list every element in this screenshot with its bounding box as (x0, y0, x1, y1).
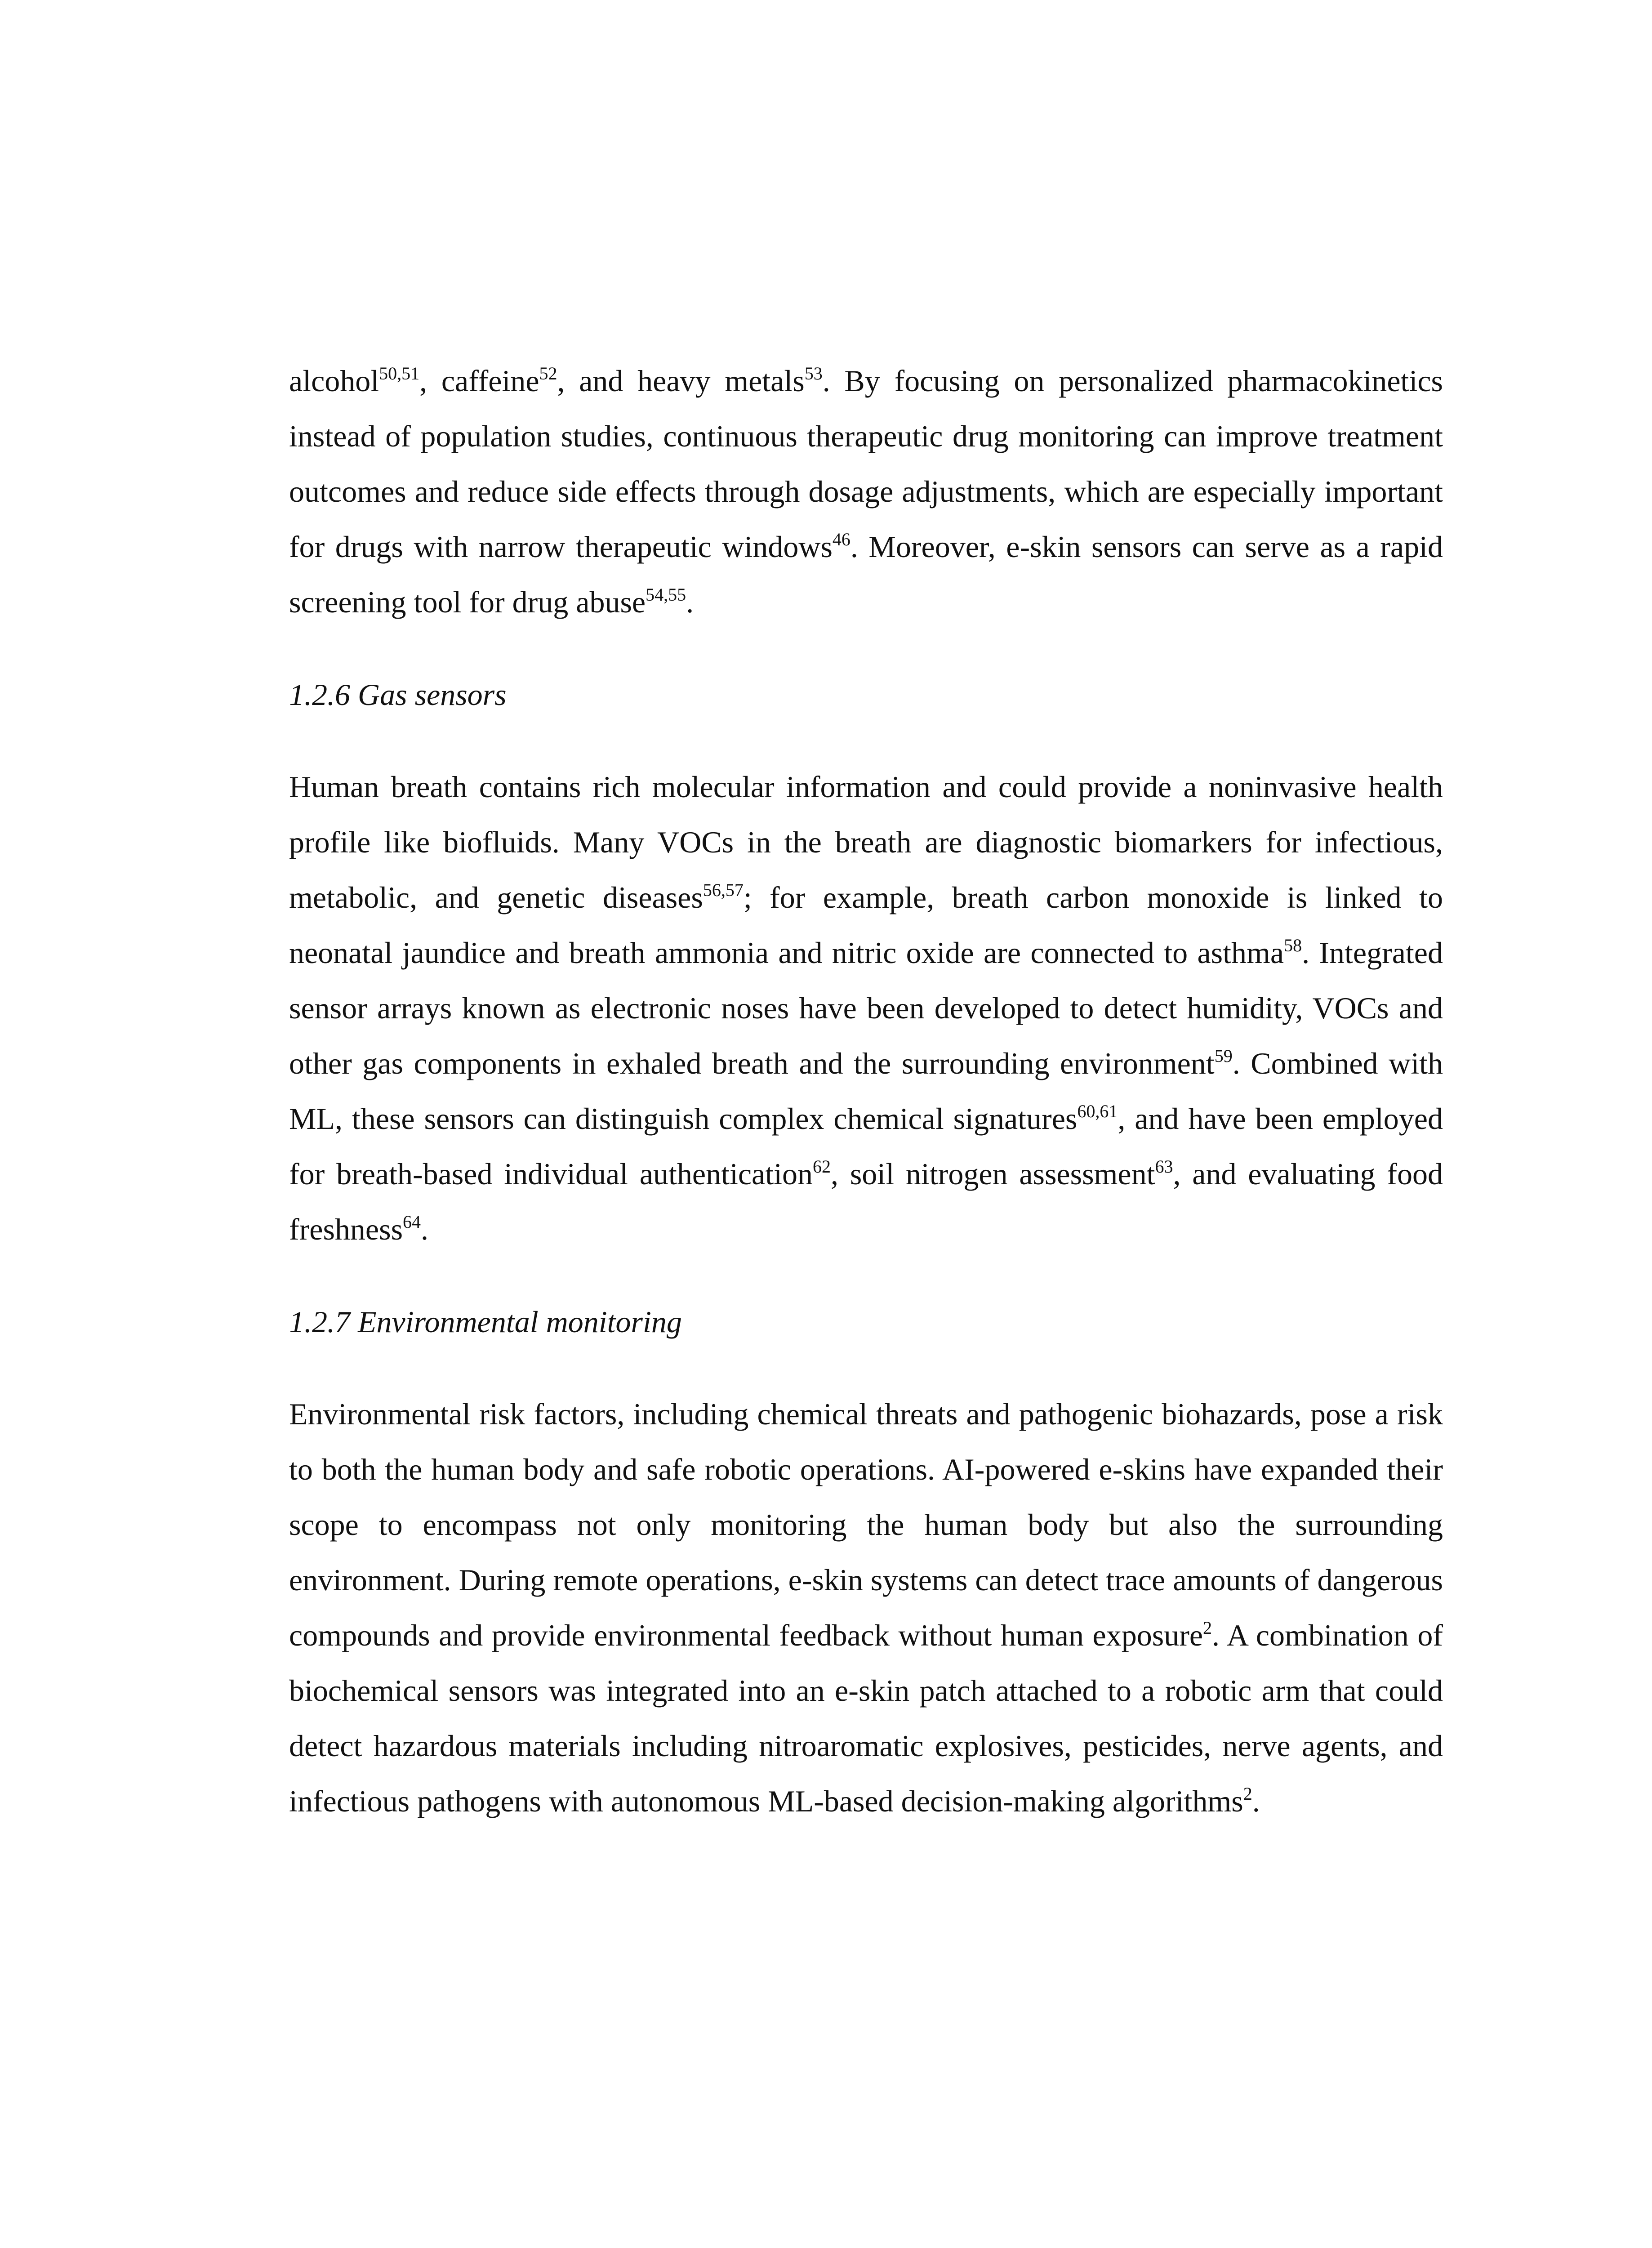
spacer (289, 630, 1443, 667)
citation-superscript: 2 (1243, 1784, 1252, 1804)
environmental-monitoring-paragraph (289, 1387, 1443, 1829)
citation-superscript: 53 (804, 363, 823, 384)
text-run: . By focusing on personalized pharmacokinetics instead of population studies, continuous therapeutic drug monitoring can improve treatment outcomes and reduce side effects through dosage adjustments, which are especially important for drugs with narrow therapeutic windows (289, 364, 1443, 564)
text-run: Environmental risk factors, including chemical threats and pathogenic biohazards, pose a risk to both the human body and safe robotic operations. AI-powered e-skins have expanded their scope to encompass not only monitoring the human body but also the surrounding environment. During remote operations, e-skin systems can detect trace amounts of dangerous compounds and provide environmental feedback without human exposure (289, 1397, 1443, 1652)
citation-superscript: 60,61 (1077, 1101, 1118, 1122)
citation-superscript: 2 (1203, 1618, 1212, 1638)
spacer (289, 723, 1443, 759)
gas-sensors-paragraph (289, 759, 1443, 1257)
spacer (289, 1350, 1443, 1387)
citation-superscript: 56,57 (703, 880, 744, 901)
citation-superscript: 46 (832, 529, 850, 550)
spacer (289, 1257, 1443, 1294)
text-run: . (686, 585, 694, 619)
text-run: , and evaluating food freshness (289, 1157, 1443, 1246)
text-run: . Integrated sensor arrays known as electronic noses have been developed to detect humidity, VOCs and other gas components in exhaled breath and the surrounding environment (289, 936, 1443, 1080)
text-run: . Combined with ML, these sensors can distinguish complex chemical signatures (289, 1046, 1443, 1136)
text-run: ; for example, breath carbon monoxide is linked to neonatal jaundice and breath ammonia and nitric oxide are connected to asthma (289, 880, 1443, 970)
citation-superscript: 58 (1284, 935, 1302, 956)
text-run: . A combination of biochemical sensors was integrated into an e-skin patch attached to a robotic arm that could detect hazardous materials including nitroaromatic explosives, pesticides, nerve agents, and infectious pathogens with autonomous ML-based decision-making algorithms (289, 1618, 1443, 1818)
text-run: , soil nitrogen assessment (831, 1157, 1155, 1191)
text-run: . (1252, 1784, 1260, 1818)
citation-superscript: 50,51 (379, 363, 420, 384)
text-run: , caffeine (419, 364, 539, 398)
text-run: , and heavy metals (557, 364, 805, 398)
text-run: alcohol (289, 364, 379, 398)
citation-superscript: 63 (1155, 1156, 1173, 1177)
text-run: Human breath contains rich molecular information and could provide a noninvasive health profile like biofluids. Many VOCs in the breath are diagnostic biomarkers for infectious, metabolic, and genetic diseases (289, 770, 1443, 914)
text-run: . Moreover, e-skin sensors can serve as a rapid screening tool for drug abuse (289, 530, 1443, 619)
section-heading-environmental-monitoring: 1.2.7 Environmental monitoring (289, 1305, 682, 1339)
section-heading-gas-sensors: 1.2.6 Gas sensors (289, 678, 507, 712)
citation-superscript: 59 (1214, 1046, 1233, 1066)
text-run: , and have been employed for breath-based individual authentication (289, 1102, 1443, 1191)
text-run: . (421, 1212, 429, 1246)
page-body (289, 353, 1443, 1829)
citation-superscript: 62 (813, 1156, 831, 1177)
citation-superscript: 64 (403, 1212, 421, 1232)
intro-paragraph (289, 353, 1443, 630)
citation-superscript: 54,55 (646, 584, 686, 605)
citation-superscript: 52 (539, 363, 557, 384)
